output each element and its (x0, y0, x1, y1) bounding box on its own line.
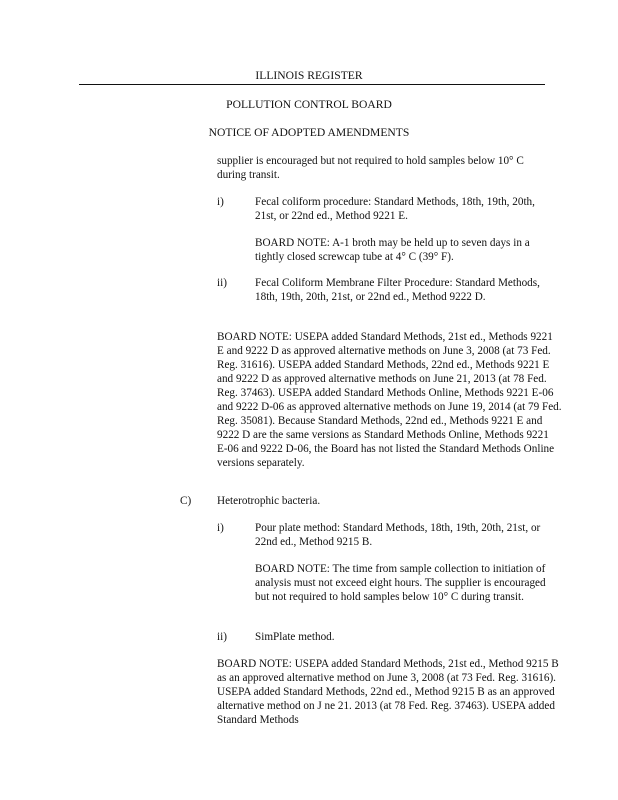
section-c-item-i-board-note: BOARD NOTE: The time from sample collection to initiation of analysis must not exceed eight hours. The supplier is encouraged but not required to hold samples below 10° C during transit. (255, 563, 546, 603)
board-note-2: BOARD NOTE: USEPA added Standard Methods, 21st ed., Method 9215 B as an approved alternative method on June 3, 2008 (at 73 Fed. Reg. 31616). USEPA added Standard Methods, 22nd ed., Method 9215 B as an approved alternative method on J ne 21. 2013 (at 78 Fed. Reg. 37463). USEPA added Standard Methods (217, 658, 559, 726)
item-i-text: Fecal coliform procedure: Standard Methods, 18th, 19th, 20th, 21st, or 22nd ed., Method 9221 E. (255, 196, 535, 222)
board-name: POLLUTION CONTROL BOARD (226, 98, 392, 111)
header-rule (79, 84, 545, 85)
board-note-1: BOARD NOTE: USEPA added Standard Methods, 21st ed., Methods 9221 E and 9222 D as approved alternative methods on June 3, 2008 (at 73 Fed. Reg. 31616). USEPA added Standard Methods, 22nd ed., Methods 9221 E and 9222 D as approved alternative methods on June 21, 2013 (at 78 Fed. Reg. 37463). USEPA added Standard Methods Online, Methods 9221 E-06 and 9222 D-06 as approved alternative methods on June 19, 2014 (at 79 Fed. Reg. 35081). Because Standard Methods, 22nd ed., Methods 9221 E and 9222 D are the same versions as Standard Methods Online, Methods 9221 E-06 and 9222 D-06, the Board has not listed the Standard Methods Online versions separately. (217, 331, 562, 469)
item-i-board-note: BOARD NOTE: A-1 broth may be held up to seven days in a tightly closed screwcap tube at 4° C (39° F). (255, 237, 530, 263)
section-c-item-i-text: Pour plate method: Standard Methods, 18th, 19th, 20th, 21st, or 22nd ed., Method 9215 B. (255, 522, 541, 548)
section-c-item-ii-marker: ii) (217, 631, 227, 643)
notice-title: NOTICE OF ADOPTED AMENDMENTS (208, 126, 410, 139)
section-c-marker: C) (180, 495, 192, 507)
item-ii-marker: ii) (217, 277, 227, 289)
item-ii-text: Fecal Coliform Membrane Filter Procedure: Standard Methods, 18th, 19th, 20th, 21st, or 22nd ed., Method 9222 D. (255, 277, 540, 303)
section-c-title: Heterotrophic bacteria. (217, 495, 321, 507)
intro-paragraph: supplier is encouraged but not required to hold samples below 10° C during transit. (217, 155, 524, 181)
section-c-item-i-marker: i) (217, 522, 224, 534)
item-i-marker: i) (217, 196, 224, 208)
register-title: ILLINOIS REGISTER (255, 69, 363, 82)
section-c-item-ii-text: SimPlate method. (255, 631, 335, 643)
